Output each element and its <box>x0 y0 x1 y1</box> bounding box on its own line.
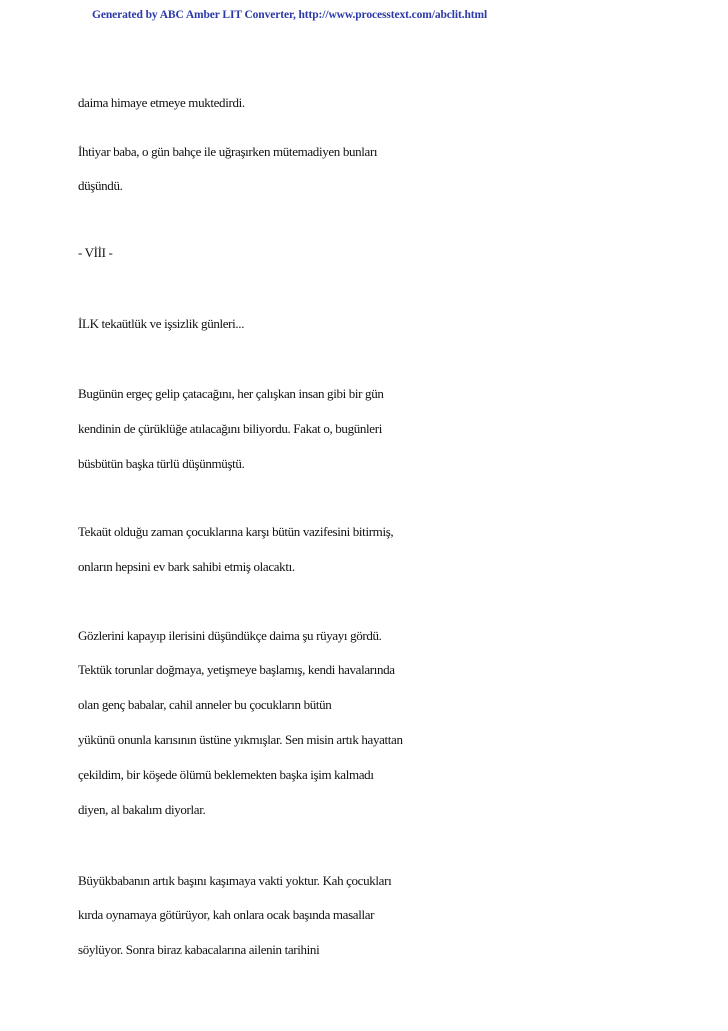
text-line: düşündü. <box>78 178 123 193</box>
text-line: Tekaüt olduğu zaman çocuklarına karşı bütün vazifesini bitirmiş, <box>78 524 394 539</box>
converter-header: Generated by ABC Amber LIT Converter, http://www.processtext.com/abclit.html <box>92 9 488 21</box>
text-line: Büyükbabanın artık başını kaşımaya vakti yoktur. Kah çocukları <box>78 873 392 888</box>
text-line: olan genç babalar, cahil anneler bu çocukların bütün <box>78 697 332 712</box>
text-line: çekildim, bir köşede ölümü beklemekten başka işim kalmadı <box>78 767 374 782</box>
text-line: İhtiyar baba, o gün bahçe ile uğraşırken mütemadiyen bunları <box>78 144 378 159</box>
text-line: Tektük torunlar doğmaya, yetişmeye başlamış, kendi havalarında <box>78 662 395 677</box>
text-line: kendinin de çürüklüğe atılacağını biliyordu. Fakat o, bugünleri <box>78 421 382 436</box>
text-line: kırda oynamaya götürüyor, kah onlara ocak başında masallar <box>78 907 375 922</box>
text-line: Bugünün ergeç gelip çatacağını, her çalışkan insan gibi bir gün <box>78 386 384 401</box>
text-line: yükünü onunla karısının üstüne yıkmışlar. Sen misin artık hayattan <box>78 732 403 747</box>
text-line: söylüyor. Sonra biraz kabacalarına ailenin tarihini <box>78 942 320 957</box>
text-line: Gözlerini kapayıp ilerisini düşündükçe daima şu rüyayı gördü. <box>78 628 382 643</box>
text-line: İLK tekaütlük ve işsizlik günleri... <box>78 316 245 331</box>
text-line: diyen, al bakalım diyorlar. <box>78 802 206 817</box>
text-line: daima himaye etmeye muktedirdi. <box>78 95 245 110</box>
text-line: onların hepsini ev bark sahibi etmiş olacaktı. <box>78 559 295 574</box>
text-line: büsbütün başka türlü düşünmüştü. <box>78 456 245 471</box>
text-line: - VİİI - <box>78 245 113 260</box>
